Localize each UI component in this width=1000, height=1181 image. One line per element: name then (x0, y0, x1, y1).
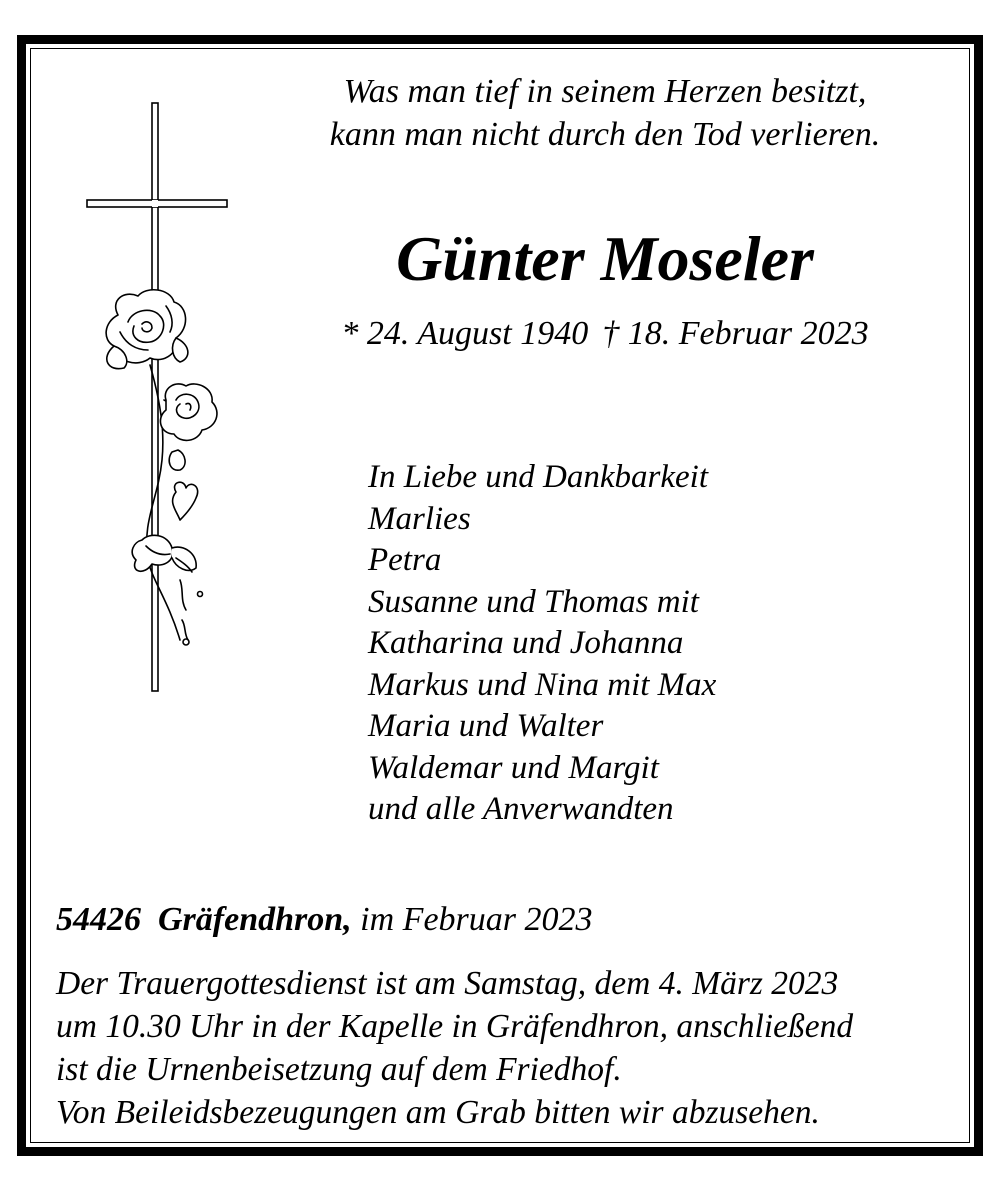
notice-line: ist die Urnenbeisetzung auf dem Friedhof. (56, 1051, 622, 1088)
mourners-list (368, 457, 716, 831)
list-item: Petra (368, 542, 442, 578)
notice-line: um 10.30 Uhr in der Kapelle in Gräfendhron, anschließend (56, 1008, 854, 1045)
list-item: In Liebe und Dankbarkeit (368, 459, 709, 495)
notice-date: im Februar 2023 (360, 901, 593, 938)
motto-line: Was man tief in seinem Herzen besitzt, (343, 73, 867, 110)
list-item: Markus und Nina mit Max (368, 666, 717, 703)
service-notice (56, 962, 853, 1134)
cross-with-roses-icon (80, 100, 240, 700)
list-item: Marlies (368, 500, 471, 537)
town-name: Gräfendhron, (158, 901, 352, 938)
death-date: † 18. Februar 2023 (602, 315, 869, 352)
deceased-name: Günter Moseler (396, 223, 814, 294)
notice-line: Der Trauergottesdienst ist am Samstag, dem 4. März 2023 (56, 965, 839, 1002)
list-item: Maria und Walter (368, 708, 604, 744)
list-item: Susanne und Thomas mit (368, 583, 699, 620)
notice-line: Von Beileidsbezeugungen am Grab bitten wir abzusehen. (56, 1094, 820, 1131)
birth-date: * 24. August 1940 (341, 315, 589, 352)
life-dates (300, 313, 910, 355)
list-item: und alle Anverwandten (368, 791, 674, 827)
memorial-motto (300, 70, 910, 156)
list-item: Katharina und Johanna (368, 625, 684, 661)
list-item: Waldemar und Margit (368, 749, 659, 786)
motto-line: kann man nicht durch den Tod verlieren. (329, 116, 881, 153)
postcode: 54426 (56, 901, 141, 938)
place-and-date (56, 898, 593, 942)
